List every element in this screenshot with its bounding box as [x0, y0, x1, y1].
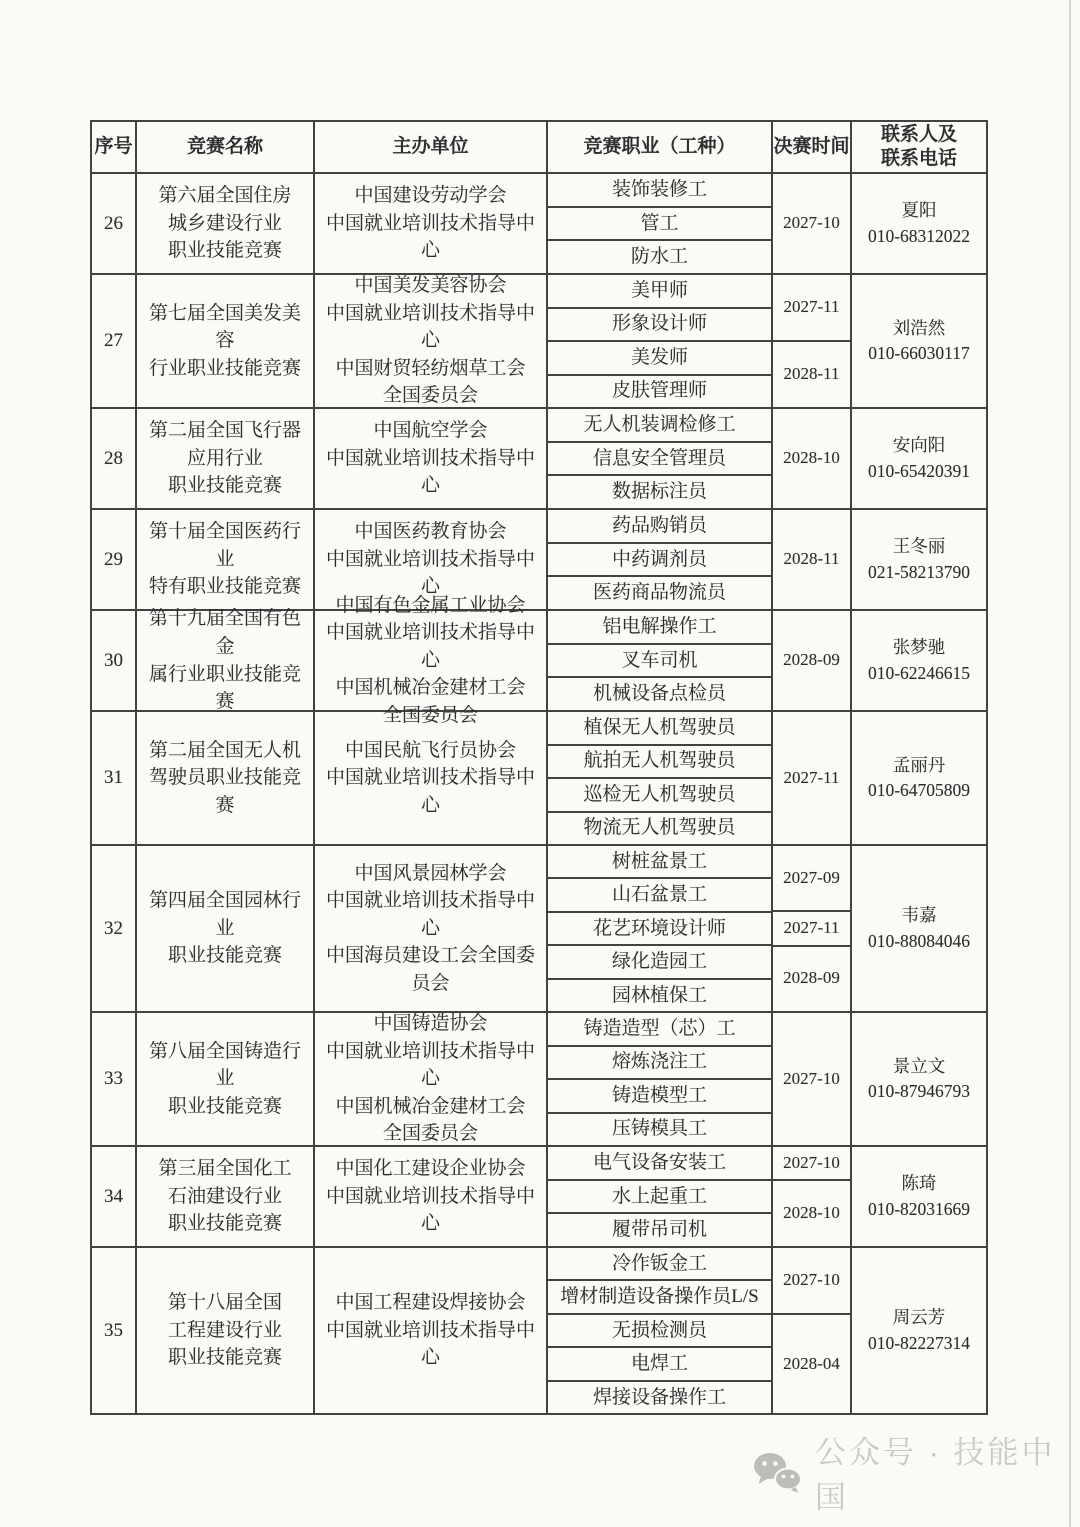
header-occupation: [548, 122, 773, 172]
contact-line: 安向阳: [892, 435, 946, 456]
occupation-cell: [548, 1248, 773, 1413]
row-index: 26: [104, 212, 123, 234]
occupation-item: 压铸模具工: [611, 1118, 707, 1140]
footer: [752, 1435, 1080, 1515]
competition-name-cell: [137, 1248, 315, 1413]
row-index-cell: [92, 1013, 137, 1145]
organizer-line: 中国工程建设焊接协会: [335, 1292, 526, 1314]
organizer-line: 中国就业培训技术指导中心: [325, 447, 535, 497]
occupation-item: 焊接设备操作工: [592, 1386, 726, 1408]
competition-name-line: 属行业职业技能竞赛: [148, 663, 301, 713]
occupation-cell: [548, 1147, 773, 1246]
contact-cell: [852, 611, 986, 710]
row-index: 33: [104, 1068, 123, 1090]
row-index-cell: [92, 275, 137, 407]
contact-cell: [852, 275, 986, 407]
organizer-line: 中国建设劳动学会: [354, 185, 507, 207]
organizer-cell: [315, 712, 548, 844]
occupation-item: 形象设计师: [548, 309, 771, 343]
competition-name-line: 第六届全国住房: [158, 185, 292, 207]
occupation-item: 管工: [548, 208, 771, 242]
final-time-cell: [773, 712, 852, 844]
occupation-item: 巡检无人机驾驶员: [548, 779, 771, 813]
competition-name-line: 石油建设行业: [167, 1185, 282, 1207]
final-time-cell: [773, 409, 852, 508]
contact-cell: [852, 174, 986, 273]
header-organizer-label: 主办单位: [392, 136, 469, 158]
header-competition-name-label: 竞赛名称: [186, 136, 263, 158]
row-index: 32: [104, 917, 123, 939]
final-time-value: 2027-11: [783, 767, 840, 787]
occupation-item: 绿化造园工: [548, 946, 771, 979]
organizer-cell: [315, 594, 548, 726]
occupation-cell: [548, 174, 773, 273]
organizer-line: 中国美发美容协会: [354, 275, 507, 297]
final-time-value: 2028-10: [783, 448, 840, 468]
final-time-value: 2027-10: [783, 213, 840, 233]
final-time-value: 2027-10: [773, 1147, 850, 1181]
contact-cell: [852, 409, 986, 508]
occupation-item: 皮肤管理师: [611, 380, 707, 402]
contact-cell: [852, 510, 986, 609]
row-index: 30: [104, 649, 123, 671]
occupation-item: 熔炼浇注工: [548, 1047, 771, 1081]
organizer-line: 中国航空学会: [373, 420, 488, 442]
organizer-line: 中国就业培训技术指导中心: [325, 622, 535, 671]
occupation-item: 信息安全管理员: [548, 443, 771, 477]
competition-name-line: 职业技能竞赛: [167, 1095, 282, 1117]
row-index-cell: [92, 1147, 137, 1246]
row-index: 31: [104, 767, 123, 789]
organizer-line: 中国民航飞行员协会: [344, 739, 516, 761]
competition-name-cell: [137, 275, 315, 407]
competition-name-cell: [137, 510, 315, 609]
organizer-line: 全国委员会: [382, 385, 478, 407]
organizer-cell: [315, 275, 548, 407]
competition-name-line: 职业技能竞赛: [167, 475, 282, 497]
contact-line: 010-87946793: [867, 1081, 971, 1101]
organizer-line: 中国风景园林学会: [354, 862, 507, 884]
occupation-item: 树桩盆景工: [548, 846, 771, 879]
row-index: 34: [104, 1185, 123, 1207]
competition-name-line: 第二届全国飞行器: [148, 420, 301, 442]
competition-table-body: [92, 174, 986, 1413]
organizer-line: 全国委员会: [382, 704, 478, 726]
final-time-value: 2028-09: [783, 968, 840, 988]
header-organizer: [315, 122, 548, 172]
organizer-line: 中国机械冶金建材工会: [335, 677, 526, 699]
occupation-cell: [548, 1013, 773, 1145]
competition-name-line: 职业技能竞赛: [167, 240, 282, 262]
occupation-item: 防水工: [630, 246, 688, 268]
final-time-value: 2028-11: [783, 364, 840, 384]
occupation-item: 花艺环境设计师: [548, 913, 771, 946]
final-time-cell: [773, 510, 852, 609]
table-header-row: [92, 122, 986, 174]
organizer-cell: [315, 846, 548, 1011]
competition-name-line: 第十九届全国有色金: [148, 608, 301, 657]
contact-line: 010-66030117: [868, 343, 970, 363]
final-time-value: 2028-10: [783, 1203, 840, 1223]
contact-line: 夏阳: [901, 200, 937, 221]
final-time-value: 2027-11: [773, 275, 850, 342]
competition-name-cell: [137, 409, 315, 508]
final-time-cell: [773, 174, 852, 273]
occupation-item: 冷作钣金工: [548, 1248, 771, 1281]
footer-account-label: 公众号 · 技能中国: [815, 1435, 1056, 1515]
contact-line: 010-68312022: [867, 225, 971, 246]
final-time-value: 2027-09: [773, 846, 850, 912]
occupation-item: 水上起重工: [548, 1181, 771, 1215]
row-index-cell: [92, 510, 137, 609]
contact-line: 王冬丽: [892, 536, 946, 557]
occupation-item: 美发师: [548, 342, 771, 376]
competition-name-line: 第八届全国铸造行业: [148, 1040, 301, 1090]
occupation-item: 增材制造设备操作员L/S: [548, 1281, 771, 1314]
final-time-value: 2028-04: [783, 1353, 840, 1373]
contact-line: 孟丽丹: [892, 754, 946, 775]
competition-name-cell: [137, 712, 315, 844]
competition-name-line: 第十八届全国: [167, 1292, 282, 1314]
table-row: [92, 1013, 986, 1147]
occupation-item: 机械设备点检员: [592, 683, 726, 705]
row-index: 27: [104, 330, 123, 352]
occupation-item: 中药调剂员: [548, 544, 771, 578]
table-row: [92, 1248, 986, 1413]
occupation-item: 山石盆景工: [548, 879, 771, 912]
contact-line: 景立文: [892, 1055, 946, 1076]
final-time-cell: [773, 275, 852, 407]
occupation-item: 园林植保工: [611, 984, 707, 1006]
table-row: [92, 174, 986, 275]
organizer-line: 中国机械冶金建材工会: [335, 1095, 526, 1117]
contact-line: 010-64705809: [867, 780, 971, 800]
organizer-line: 中国就业培训技术指导中心: [325, 767, 535, 816]
organizer-line: 中国医药教育协会: [354, 521, 507, 543]
competition-name-cell: [137, 846, 315, 1011]
competition-name-line: 职业技能竞赛: [167, 945, 282, 967]
header-contact: [852, 122, 986, 172]
contact-line: 张梦驰: [892, 637, 946, 658]
contact-line: 010-65420391: [867, 460, 971, 481]
organizer-cell: [315, 1147, 548, 1246]
occupation-item: 医药商品物流员: [592, 582, 726, 604]
table-row: [92, 510, 986, 611]
competition-name-cell: [137, 608, 315, 713]
row-index-cell: [92, 846, 137, 1011]
organizer-line: 中国铸造协会: [373, 1013, 488, 1035]
table-row: [92, 846, 986, 1013]
organizer-line: 中国就业培训技术指导中心: [325, 212, 535, 262]
contact-line: 010-82227314: [867, 1332, 971, 1353]
table-row: [92, 409, 986, 510]
competition-name-line: 工程建设行业: [167, 1319, 282, 1341]
competition-name-line: 行业职业技能竞赛: [148, 357, 301, 379]
organizer-line: 中国就业培训技术指导中心: [325, 1040, 535, 1090]
contact-line: 010-82031669: [867, 1198, 971, 1219]
contact-cell: [852, 1013, 986, 1145]
competition-name-cell: [137, 1013, 315, 1145]
competition-name-line: 第七届全国美发美容: [148, 302, 301, 352]
occupation-item: 无人机装调检修工: [548, 409, 771, 443]
occupation-item: 植保无人机驾驶员: [548, 712, 771, 746]
row-index-cell: [92, 712, 137, 844]
contact-line: 陈琦: [901, 1173, 937, 1194]
final-time-value: 2028-11: [783, 549, 840, 569]
final-time-cell: [773, 1248, 852, 1413]
organizer-cell: [315, 174, 548, 273]
occupation-item: 履带吊司机: [611, 1219, 707, 1241]
header-occupation-label: 竞赛职业（工种）: [583, 136, 736, 158]
competition-name-line: 第二届全国无人机: [148, 739, 301, 761]
row-index: 29: [104, 548, 123, 570]
contact-line: 010-62246615: [867, 662, 971, 683]
organizer-line: 中国就业培训技术指导中心: [325, 1185, 535, 1235]
row-index-cell: [92, 1248, 137, 1413]
occupation-item: 铝电解操作工: [548, 611, 771, 645]
contact-line: 021-58213790: [867, 561, 971, 582]
final-time-cell: [773, 611, 852, 710]
final-time-cell: [773, 1147, 852, 1246]
final-time-cell: [773, 1013, 852, 1145]
organizer-line: 中国就业培训技术指导中心: [325, 890, 535, 939]
table-row: [92, 275, 986, 409]
occupation-cell: [548, 409, 773, 508]
occupation-item: 电气设备安装工: [548, 1147, 771, 1181]
contact-line: 周云芳: [892, 1307, 946, 1328]
table-row: [92, 1147, 986, 1248]
header-competition-name: [137, 122, 315, 172]
organizer-cell: [315, 1248, 548, 1413]
contact-cell: [852, 846, 986, 1011]
competition-name-line: 第三届全国化工: [158, 1158, 292, 1180]
competition-name-line: 第四届全国园林行业: [148, 890, 301, 939]
table-row: [92, 594, 986, 726]
occupation-item: 叉车司机: [548, 645, 771, 679]
contact-line: 010-88084046: [867, 930, 971, 951]
occupation-item: 药品购销员: [548, 510, 771, 544]
competition-name-line: 第十届全国医药行业: [148, 521, 301, 570]
final-time-cell: [773, 846, 852, 1011]
table-row: [92, 712, 986, 846]
competition-name-line: 职业技能竞赛: [167, 1213, 282, 1235]
occupation-item: 装饰装修工: [548, 174, 771, 208]
header-final-time-label: 决赛时间: [773, 136, 850, 158]
row-index-cell: [92, 174, 137, 273]
competition-name-line: 应用行业: [186, 447, 263, 469]
contact-cell: [852, 1248, 986, 1413]
occupation-item: 铸造模型工: [548, 1080, 771, 1114]
row-index: 28: [104, 447, 123, 469]
wechat-icon: [752, 1451, 802, 1493]
organizer-line: 中国就业培训技术指导中心: [325, 548, 535, 598]
competition-name-line: 职业技能竞赛: [167, 1347, 282, 1369]
competition-name-line: 特有职业技能竞赛: [148, 576, 301, 598]
row-index: 35: [104, 1319, 123, 1341]
organizer-line: 中国财贸轻纺烟草工会: [335, 357, 526, 379]
organizer-line: 全国委员会: [382, 1123, 478, 1145]
organizer-cell: [315, 409, 548, 508]
header-index-label: 序号: [94, 136, 133, 158]
occupation-item: 电焊工: [548, 1348, 771, 1381]
occupation-item: 美甲师: [548, 275, 771, 309]
competition-name-cell: [137, 174, 315, 273]
final-time-value: 2027-10: [783, 1068, 840, 1088]
scan-edge-line: [1069, 0, 1071, 1527]
header-final-time: [773, 122, 852, 172]
final-time-value: 2027-10: [773, 1248, 850, 1315]
organizer-cell: [315, 1013, 548, 1145]
organizer-line: 中国就业培训技术指导中心: [325, 1319, 535, 1369]
organizer-line: 中国海员建设工会全国委员会: [325, 945, 535, 994]
occupation-item: 航拍无人机驾驶员: [548, 746, 771, 780]
occupation-cell: [548, 712, 773, 844]
contact-line: 韦嘉: [901, 905, 937, 926]
header-index: [92, 122, 137, 172]
occupation-cell: [548, 846, 773, 1011]
final-time-value: 2028-09: [783, 650, 840, 670]
occupation-cell: [548, 275, 773, 407]
competition-table: [90, 120, 988, 1415]
organizer-line: 中国就业培训技术指导中心: [325, 302, 535, 352]
occupation-item: 无损检测员: [548, 1315, 771, 1348]
header-contact-line1: 联系人及: [880, 124, 957, 146]
organizer-line: 中国化工建设企业协会: [335, 1158, 526, 1180]
row-index-cell: [92, 611, 137, 710]
row-index-cell: [92, 409, 137, 508]
organizer-line: 中国有色金属工业协会: [335, 594, 526, 616]
competition-name-line: 驾驶员职业技能竞赛: [148, 767, 301, 816]
competition-name-cell: [137, 1147, 315, 1246]
contact-cell: [852, 712, 986, 844]
occupation-cell: [548, 611, 773, 710]
header-contact-line2: 联系电话: [880, 148, 957, 169]
contact-cell: [852, 1147, 986, 1246]
contact-line: 刘浩然: [892, 317, 946, 338]
occupation-item: 铸造造型（芯）工: [548, 1013, 771, 1047]
occupation-cell: [548, 510, 773, 609]
occupation-item: 物流无人机驾驶员: [583, 817, 736, 839]
competition-name-line: 城乡建设行业: [167, 212, 282, 234]
final-time-value: 2027-11: [773, 912, 850, 946]
occupation-item: 数据标注员: [611, 481, 707, 503]
